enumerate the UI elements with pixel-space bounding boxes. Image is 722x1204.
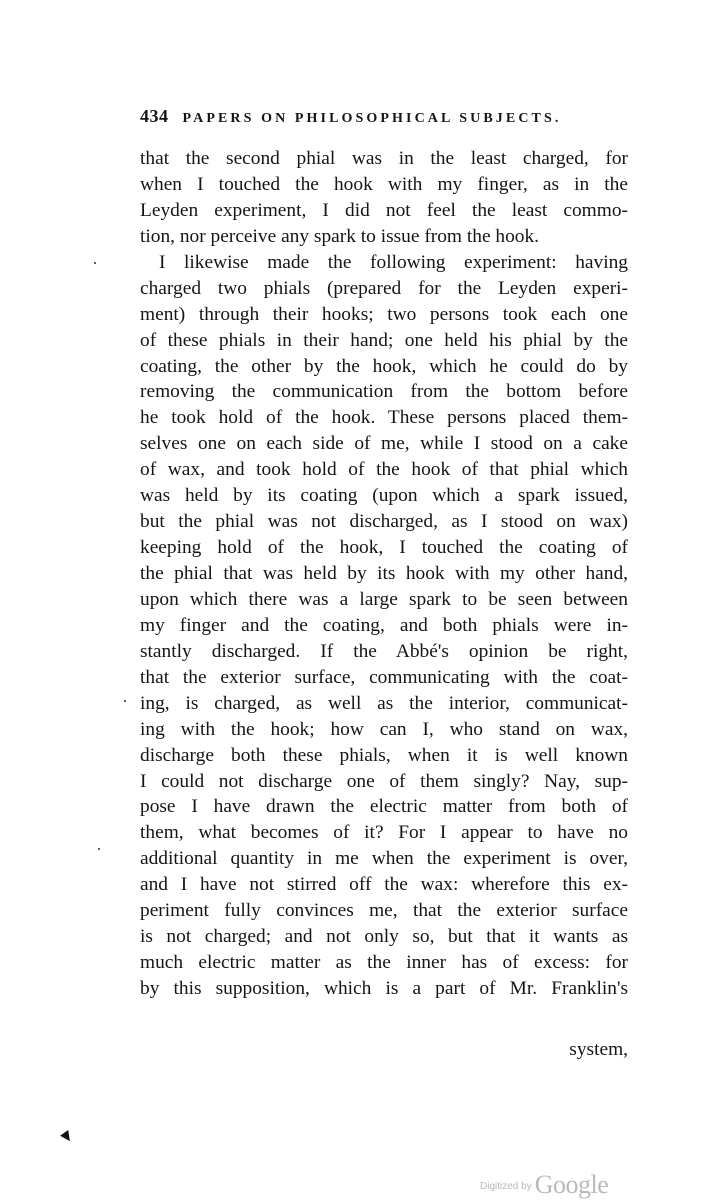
text-line: upon which there was a large spark to be seen between (140, 588, 628, 610)
text-line: but the phial was not discharged, as I stood on wax) (140, 511, 628, 533)
text-line: much electric matter as the inner has of excess: for (140, 952, 628, 974)
paragraph-first-line: I likewise made the following experiment: having (159, 251, 628, 273)
ink-speck (94, 262, 96, 264)
text-line: that the exterior surface, communicating with the coat- (140, 666, 628, 688)
catchword: system, (569, 1039, 628, 1060)
text-line: is not charged; and not only so, but that it wants as (140, 926, 628, 948)
text-line: and I have not stirred off the wax: wherefore this ex- (140, 874, 628, 896)
ink-speck (124, 700, 126, 702)
text-line: that the second phial was in the least charged, for (140, 148, 628, 169)
text-line: of wax, and took hold of the hook of that phial which (140, 459, 628, 481)
text-line: pose I have drawn the electric matter from both of (140, 796, 628, 818)
text-line: by this supposition, which is a part of Mr. Franklin's (140, 978, 628, 999)
digitized-label: Digitized by (480, 1181, 532, 1192)
text-line: keeping hold of the hook, I touched the coating of (140, 537, 628, 559)
text-line: when I touched the hook with my finger, as in the (140, 173, 628, 195)
digitized-watermark (480, 1170, 608, 1200)
text-line: them, what becomes of it? For I appear to have no (140, 822, 628, 844)
text-line: tion, nor perceive any spark to issue from the hook. (140, 225, 540, 247)
ink-mark (60, 1130, 74, 1144)
text-line: selves one on each side of me, while I stood on a cake (140, 433, 628, 455)
text-line: ment) through their hooks; two persons took each one (140, 303, 628, 325)
text-line: charged two phials (prepared for the Leyden experi- (140, 277, 628, 299)
google-logo: Google (534, 1170, 609, 1199)
text-line: was held by its coating (upon which a spark issued, (140, 485, 628, 507)
text-line: the phial that was held by its hook with my other hand, (140, 563, 628, 584)
text-line: discharge both these phials, when it is well known (140, 744, 628, 766)
page-header (140, 106, 640, 128)
text-line: Leyden experiment, I did not feel the least commo- (140, 199, 628, 221)
text-line: I could not discharge one of them singly? Nay, sup- (140, 770, 628, 792)
page-number: 434 (140, 106, 169, 126)
ink-speck (98, 848, 100, 850)
text-line: ing, is charged, as well as the interior, communicat- (140, 692, 628, 714)
text-line: of these phials in their hand; one held his phial by the (140, 329, 628, 351)
text-line: ing with the hook; how can I, who stand on wax, (140, 718, 628, 740)
running-head: PAPERS ON PHILOSOPHICAL SUBJECTS. (182, 111, 562, 126)
text-line: he took hold of the hook. These persons placed them- (140, 407, 628, 429)
text-line: coating, the other by the hook, which he could do by (140, 355, 628, 377)
text-line: my finger and the coating, and both phials were in- (140, 614, 628, 636)
text-line: stantly discharged. If the Abbé's opinion be right, (140, 640, 628, 662)
text-line: periment fully convinces me, that the exterior surface (140, 900, 628, 922)
text-line: removing the communication from the bottom before (140, 381, 628, 403)
text-line: additional quantity in me when the experiment is over, (140, 848, 628, 870)
body-text (140, 146, 628, 1002)
